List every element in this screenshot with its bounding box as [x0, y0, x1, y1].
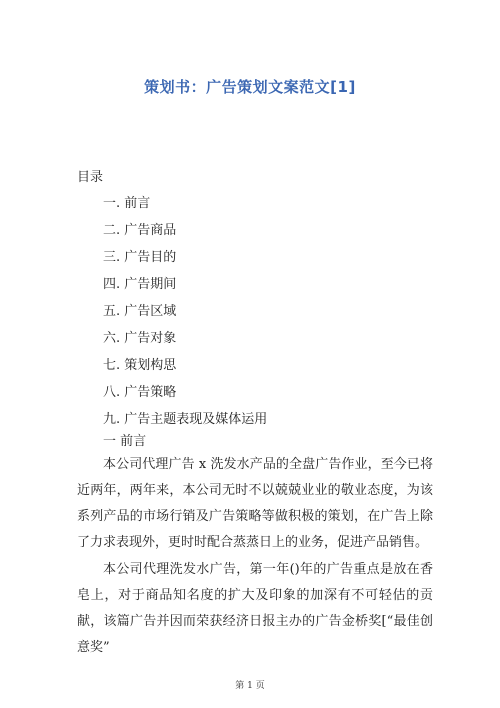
section-heading-preface: 一 前言 — [103, 434, 147, 449]
toc-item-9: 九. 广告主题表现及媒体运用 — [103, 412, 268, 427]
toc-item-1: 一. 前言 — [103, 196, 151, 211]
toc-item-5: 五. 广告区域 — [103, 304, 177, 319]
toc-item-2: 二. 广告商品 — [103, 223, 177, 238]
document-title: 策划书：广告策划文案范文[1] — [144, 78, 356, 96]
toc-item-6: 六. 广告对象 — [103, 331, 177, 346]
paragraph-1: 本公司代理广告 x 洗发水产品的全盘广告作业，至今已将近两年，两年来，本公司无时不以兢兢业业的敬业态度，为该系列产品的市场行销及广告策略等做积极的策划，在广告上除了力求表现外，更时时配合蒸蒸日上的业务，促进产品销售。 — [77, 457, 433, 550]
toc-item-7: 七. 策划构思 — [103, 358, 177, 373]
toc-item-8: 八. 广告策略 — [103, 385, 177, 400]
toc-item-3: 三. 广告目的 — [103, 250, 177, 265]
table-of-contents — [103, 194, 267, 437]
toc-heading: 目录 — [77, 170, 104, 185]
toc-item-4: 四. 广告期间 — [103, 277, 177, 292]
paragraph-2: 本公司代理洗发水广告，第一年()年的广告重点是放在香皂上，对于商品知名度的扩大及印象的加深有不可轻估的贡献，该篇广告并因而荣获经济日报主办的广告金桥奖[“最佳创意奖” — [77, 562, 433, 655]
page-footer: 第 1 页 — [235, 681, 265, 691]
